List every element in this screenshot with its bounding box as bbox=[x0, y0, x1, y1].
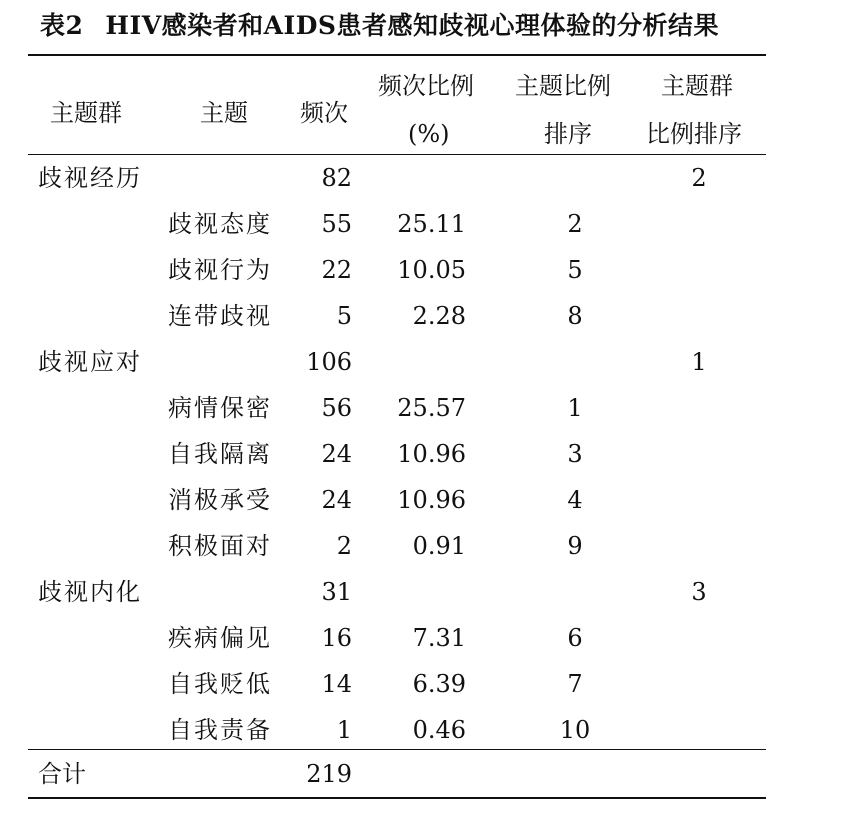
header-rule bbox=[28, 154, 766, 155]
theme-rank: 8 bbox=[567, 302, 583, 330]
group-rank: 2 bbox=[691, 164, 707, 192]
theme-rank: 1 bbox=[567, 394, 583, 422]
header-theme: 主题 bbox=[200, 99, 248, 127]
theme-freq: 55 bbox=[321, 210, 352, 238]
top-rule bbox=[28, 54, 766, 56]
theme-freq: 22 bbox=[321, 256, 352, 284]
table-number: 表2 bbox=[40, 11, 84, 40]
theme-rank: 2 bbox=[567, 210, 583, 238]
theme-freq: 16 bbox=[321, 624, 352, 652]
theme-name: 疾病偏见 bbox=[168, 624, 272, 652]
header-group-rank-line2: 比例排序 bbox=[646, 120, 742, 148]
theme-ratio: 0.91 bbox=[412, 532, 466, 560]
total-freq: 219 bbox=[306, 760, 352, 788]
group-name: 歧视应对 bbox=[38, 348, 142, 376]
theme-freq: 24 bbox=[321, 440, 352, 468]
theme-name: 歧视行为 bbox=[168, 256, 272, 284]
group-rank: 3 bbox=[691, 578, 707, 606]
theme-ratio: 10.96 bbox=[397, 440, 466, 468]
theme-name: 积极面对 bbox=[168, 532, 272, 560]
theme-ratio: 6.39 bbox=[412, 670, 466, 698]
theme-ratio: 10.05 bbox=[397, 256, 466, 284]
theme-freq: 24 bbox=[321, 486, 352, 514]
theme-rank: 5 bbox=[567, 256, 583, 284]
theme-rank: 6 bbox=[567, 624, 583, 652]
theme-name: 歧视态度 bbox=[168, 210, 272, 238]
theme-rank: 4 bbox=[567, 486, 583, 514]
group-freq: 82 bbox=[321, 164, 352, 192]
theme-rank: 9 bbox=[567, 532, 583, 560]
theme-freq: 14 bbox=[321, 670, 352, 698]
header-group: 主题群 bbox=[50, 99, 122, 127]
theme-freq: 5 bbox=[336, 302, 352, 330]
header-rank-line2: 排序 bbox=[544, 120, 592, 148]
theme-ratio: 0.46 bbox=[412, 716, 466, 744]
theme-name: 消极承受 bbox=[168, 486, 272, 514]
theme-freq: 2 bbox=[336, 532, 352, 560]
group-freq: 31 bbox=[321, 578, 352, 606]
header-freq: 频次 bbox=[300, 99, 348, 127]
theme-rank: 7 bbox=[567, 670, 583, 698]
header-rank-line1: 主题比例 bbox=[515, 72, 611, 100]
theme-name: 连带歧视 bbox=[168, 302, 272, 330]
theme-name: 病情保密 bbox=[168, 394, 272, 422]
table-title: HIV感染者和AIDS患者感知歧视心理体验的分析结果 bbox=[105, 11, 719, 40]
group-name: 歧视内化 bbox=[38, 578, 142, 606]
table-caption bbox=[40, 6, 719, 42]
theme-name: 自我贬低 bbox=[168, 670, 272, 698]
theme-name: 自我隔离 bbox=[168, 440, 272, 468]
theme-ratio: 10.96 bbox=[397, 486, 466, 514]
theme-ratio: 2.28 bbox=[412, 302, 466, 330]
theme-ratio: 25.57 bbox=[397, 394, 466, 422]
group-freq: 106 bbox=[306, 348, 352, 376]
header-ratio-line1: 频次比例 bbox=[378, 72, 474, 100]
theme-rank: 10 bbox=[559, 716, 591, 744]
group-rank: 1 bbox=[691, 348, 707, 376]
theme-ratio: 25.11 bbox=[397, 210, 466, 238]
theme-freq: 56 bbox=[321, 394, 352, 422]
theme-ratio: 7.31 bbox=[412, 624, 466, 652]
theme-freq: 1 bbox=[336, 716, 352, 744]
bottom-rule bbox=[28, 797, 766, 799]
header-group-rank-line1: 主题群 bbox=[661, 72, 733, 100]
header-ratio-line2: (%) bbox=[408, 120, 450, 148]
theme-rank: 3 bbox=[567, 440, 583, 468]
theme-name: 自我责备 bbox=[168, 716, 272, 744]
group-name: 歧视经历 bbox=[38, 164, 142, 192]
total-label: 合计 bbox=[38, 760, 86, 788]
total-rule bbox=[28, 749, 766, 750]
